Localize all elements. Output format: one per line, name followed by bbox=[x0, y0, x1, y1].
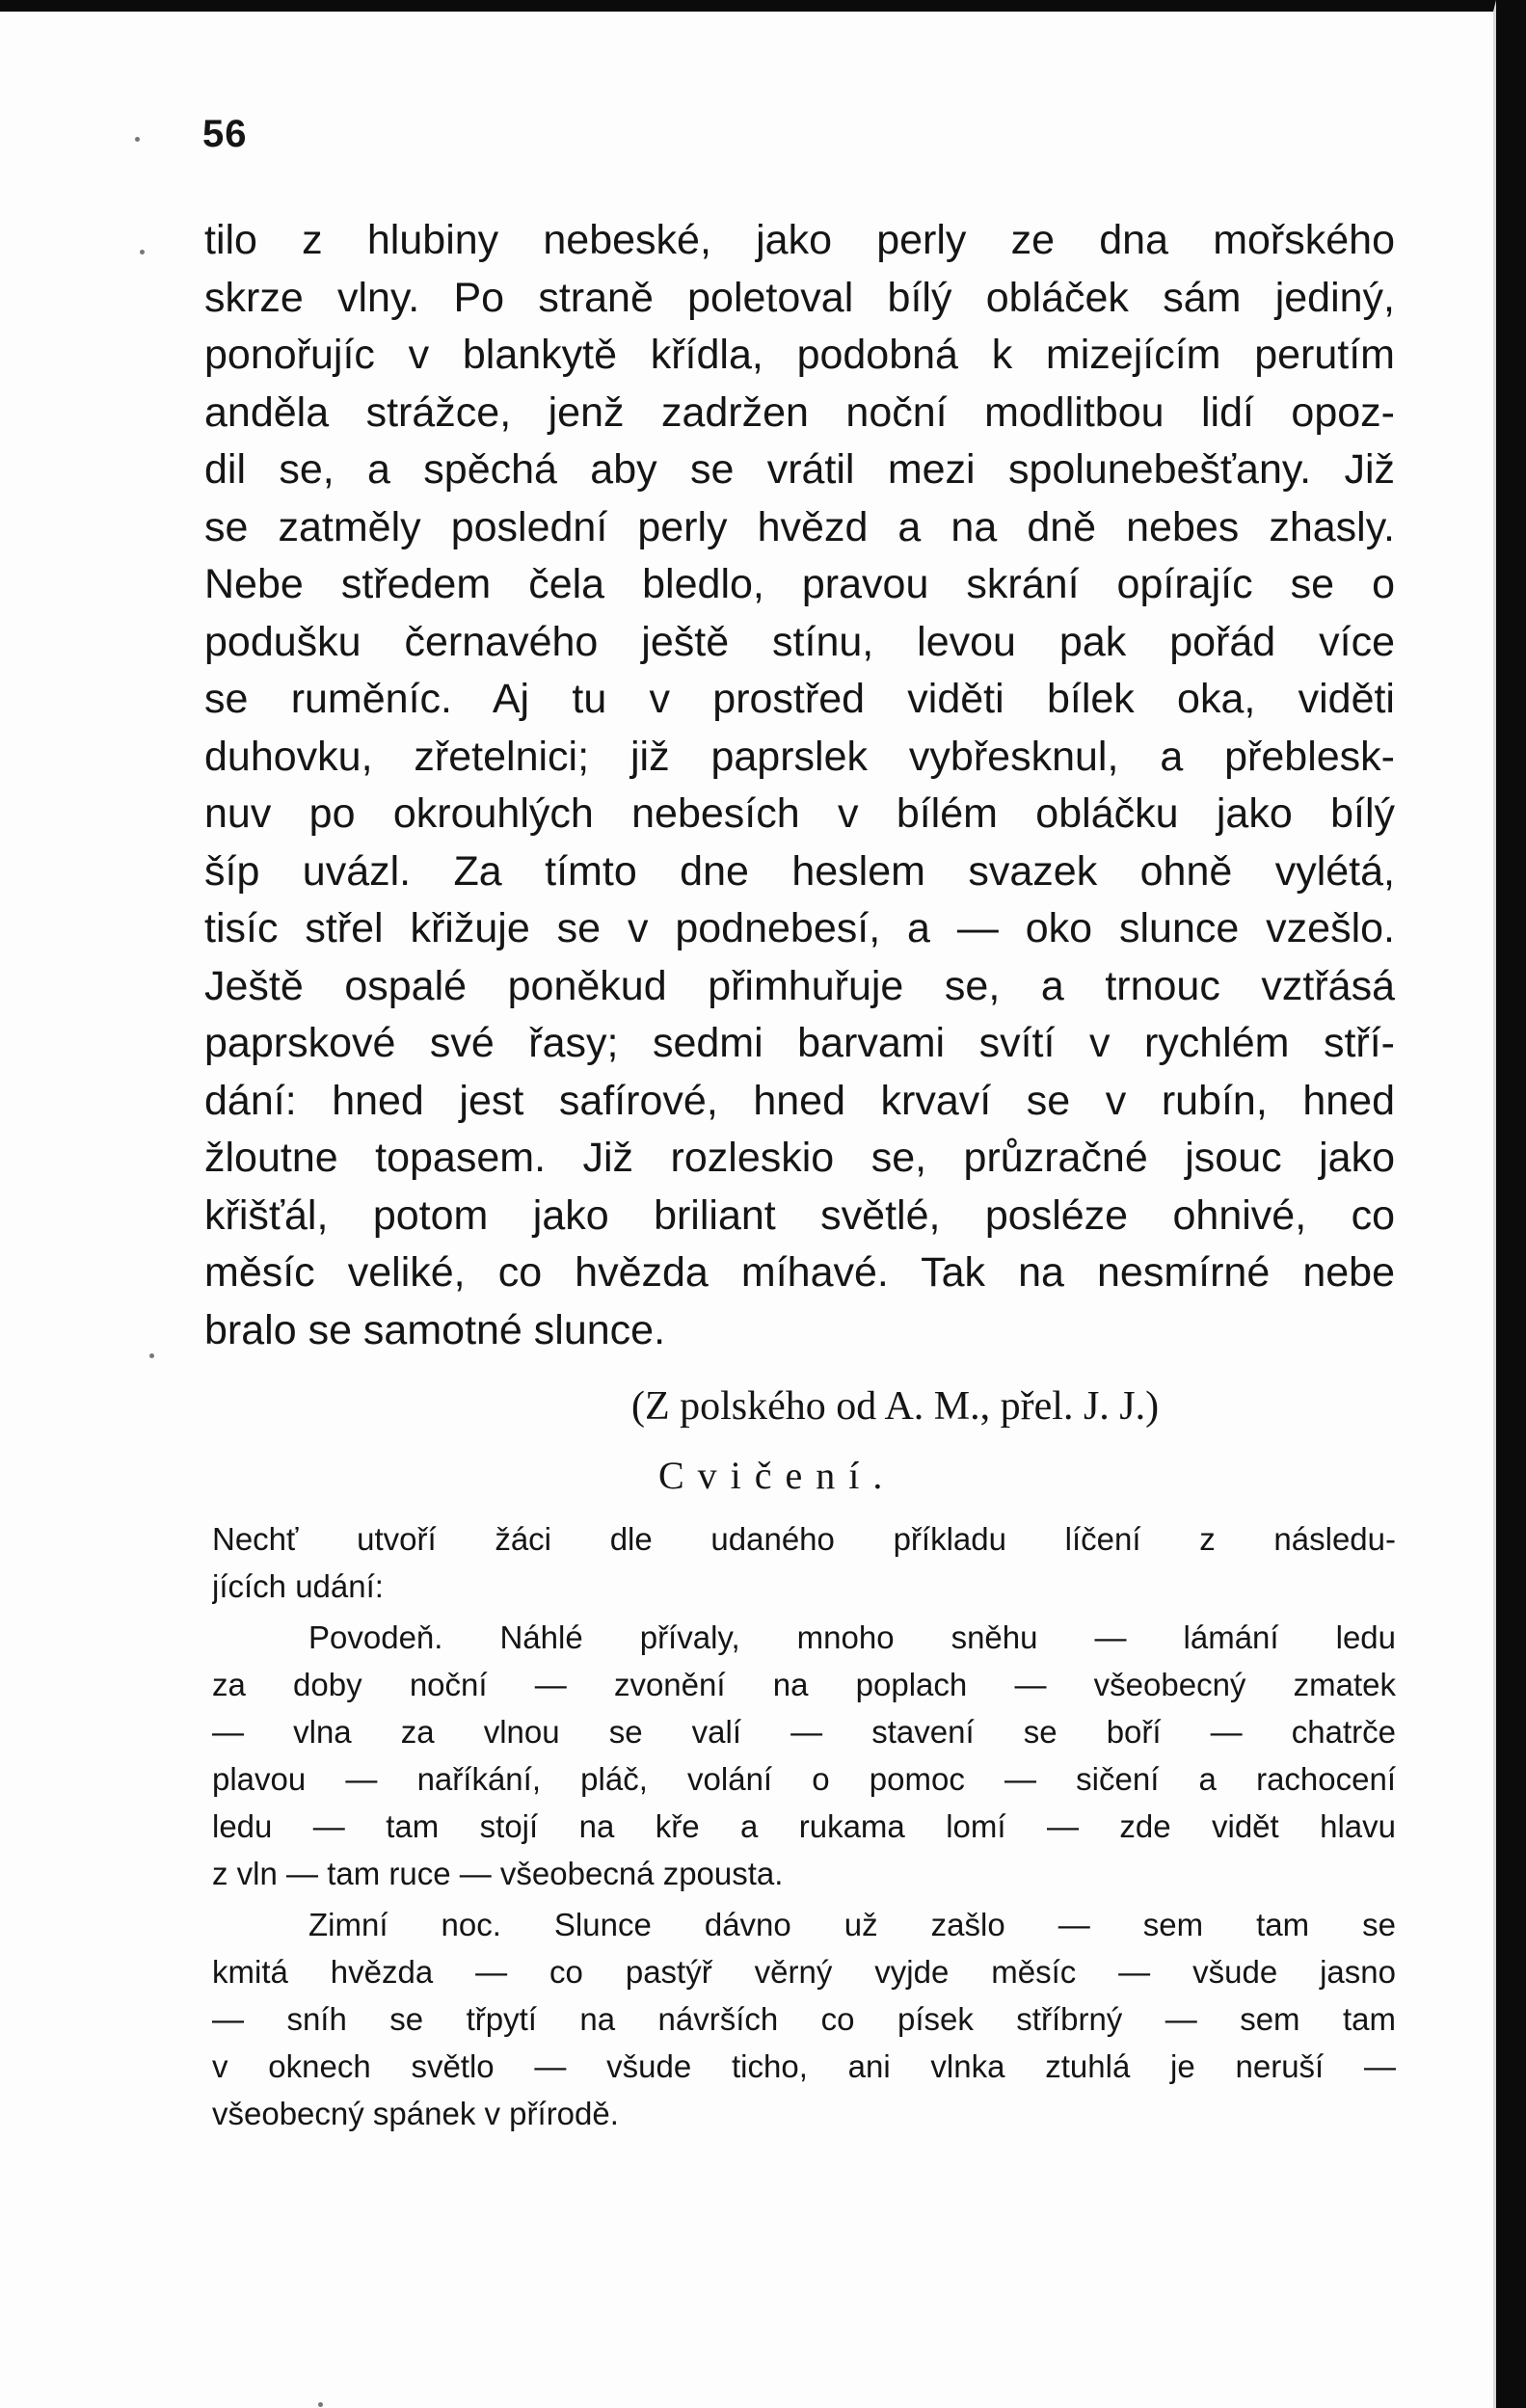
print-speck bbox=[135, 137, 140, 142]
text-line: tilo z hlubiny nebeské, jako perly ze dna mořského bbox=[204, 217, 1395, 263]
print-speck bbox=[318, 2402, 323, 2407]
exercise-flood-line: — vlna za vlnou se valí — stavení se boří — chatrče bbox=[212, 1714, 1396, 1750]
text-line: se ruměníc. Aj tu v prostřed viděti bílek oka, viděti bbox=[204, 676, 1395, 722]
text-line: skrze vlny. Po straně poletoval bílý obláček sám jediný, bbox=[204, 274, 1395, 321]
exercise-intro bbox=[212, 1515, 1396, 1610]
exercise-intro-line: Nechť utvoří žáci dle udaného příkladu líčení z následu- bbox=[212, 1521, 1396, 1557]
text-line: duhovku, zřetelnici; již paprslek vybřesknul, a přeblesk- bbox=[204, 733, 1395, 780]
exercise-winter-line: všeobecný spánek v přírodě. bbox=[212, 2096, 619, 2131]
print-speck bbox=[149, 1353, 154, 1358]
text-line: dání: hned jest safírové, hned krvaví se v rubín, hned bbox=[204, 1077, 1395, 1124]
text-line: šíp uvázl. Za tímto dne heslem svazek ohně vylétá, bbox=[204, 847, 1395, 895]
text-line: nuv po okrouhlých nebesích v bílém obláčku jako bílý bbox=[204, 790, 1395, 837]
text-line: žloutne topasem. Již rozleskio se, průzračné jsouc jako bbox=[204, 1135, 1395, 1181]
attribution: (Z polského od A. M., přel. J. J.) bbox=[631, 1384, 1160, 1429]
text-line: měsíc veliké, co hvězda míhavé. Tak na nesmírné nebe bbox=[204, 1249, 1395, 1296]
main-paragraph bbox=[204, 212, 1395, 1359]
text-line: paprskové své řasy; sedmi barvami svítí v rychlém stří- bbox=[204, 1020, 1395, 1066]
exercise-flood-line: Povodeň. Náhlé přívaly, mnoho sněhu — lámání ledu bbox=[308, 1619, 1396, 1655]
exercise-winter bbox=[212, 1901, 1396, 2137]
exercise-flood-line: z vln — tam ruce — všeobecná zpousta. bbox=[212, 1856, 784, 1891]
text-line: dil se, a spěchá aby se vrátil mezi spolunebešťany. Již bbox=[204, 446, 1395, 493]
text-line: se zatměly poslední perly hvězd a na dně nebes zhasly. bbox=[204, 503, 1395, 550]
page-number: 56 bbox=[202, 113, 248, 155]
text-line: Ještě ospalé poněkud přimhuřuje se, a trnouc vztřásá bbox=[204, 962, 1395, 1009]
text-line: podušku černavého ještě stínu, levou pak pořád více bbox=[204, 618, 1395, 665]
print-speck bbox=[140, 250, 145, 254]
exercise-winter-line: — sníh se třpytí na návrších co písek stříbrný — sem tam bbox=[212, 2001, 1396, 2037]
text-line: Nebe středem čela bledlo, pravou skrání opírajíc se o bbox=[204, 561, 1395, 607]
exercise-flood-line: za doby noční — zvonění na poplach — všeobecný zmatek bbox=[212, 1667, 1396, 1702]
text-line: bralo se samotné slunce. bbox=[204, 1306, 666, 1353]
exercise-heading: Cvičení. bbox=[658, 1454, 897, 1497]
text-line: ponořujíc v blankytě křídla, podobná k mizejícím perutím bbox=[204, 332, 1395, 378]
exercise-flood-line: ledu — tam stojí na kře a rukama lomí — zde vidět hlavu bbox=[212, 1808, 1396, 1844]
exercise-winter-line: Zimní noc. Slunce dávno už zašlo — sem tam se bbox=[308, 1907, 1396, 1942]
text-line: tisíc střel křižuje se v podnebesí, a — oko slunce vzešlo. bbox=[204, 905, 1395, 951]
exercise-winter-line: v oknech světlo — všude ticho, ani vlnka ztuhlá je neruší — bbox=[212, 2048, 1396, 2084]
exercise-flood bbox=[212, 1614, 1396, 1897]
exercise-winter-line: kmitá hvězda — co pastýř věrný vyjde měsíc — všude jasno bbox=[212, 1954, 1396, 1990]
exercise-intro-line: jících udání: bbox=[212, 1568, 384, 1604]
text-line: křišťál, potom jako briliant světlé, posléze ohnivé, co bbox=[204, 1191, 1395, 1239]
exercise-flood-line: plavou — naříkání, pláč, volání o pomoc — sičení a rachocení bbox=[212, 1761, 1396, 1797]
text-line: anděla strážce, jenž zadržen noční modlitbou lidí opoz- bbox=[204, 388, 1395, 436]
